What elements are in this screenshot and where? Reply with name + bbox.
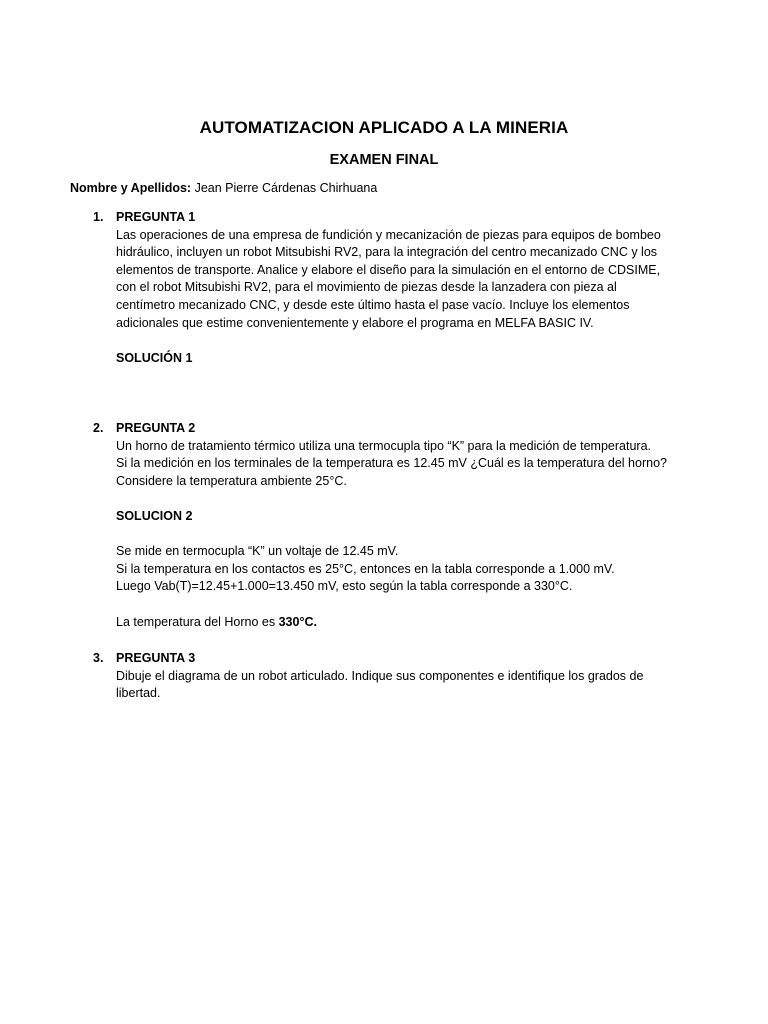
question-text-line: libertad.: [116, 686, 161, 701]
question-text-line: con el robot Mitsubishi RV2, para el movimiento de piezas desde la lanzadera con pieza al: [116, 280, 617, 295]
name-label: Nombre y Apellidos:: [70, 181, 192, 195]
solution-heading: SOLUCIÓN 1: [116, 350, 193, 365]
solution-result-line: [116, 614, 706, 632]
name-value: Jean Pierre Cárdenas Chirhuana: [194, 181, 378, 195]
solution-text-line: Si la temperatura en los contactos es 25°C, entonces en la tabla corresponde a 1.000 mV.: [116, 561, 615, 576]
question-text-line: Si la medición en los terminales de la temperatura es 12.45 mV ¿Cuál es la temperatura del horno?: [116, 456, 667, 471]
question-heading: PREGUNTA 2: [116, 421, 196, 435]
question-text-line: adicionales que estime convenientemente y elabore el programa en MELFA BASIC IV.: [116, 315, 594, 330]
question-body: [116, 209, 706, 367]
solution-text-line: Se mide en termocupla “K” un voltaje de 12.45 mV.: [116, 544, 399, 559]
question-heading: PREGUNTA 3: [116, 651, 196, 665]
question-text-line: elementos de transporte. Analice y elabore el diseño para la simulación en el entorno de CDSIME,: [116, 262, 661, 277]
question-body: [116, 650, 706, 703]
student-name-line: [70, 181, 377, 195]
question-text-line: hidráulico, incluyen un robot Mitsubishi RV2, para la integración del centro mecanizado CNC y los: [116, 245, 658, 260]
document-subtitle: EXAMEN FINAL: [329, 152, 439, 168]
result-prefix: La temperatura del Horno es: [116, 614, 279, 629]
question-body: [116, 420, 706, 631]
solution-heading: SOLUCION 2: [116, 508, 193, 523]
question-number: 1.: [93, 210, 104, 224]
document-title: AUTOMATIZACION APLICADO A LA MINERIA: [199, 118, 569, 137]
question-text-line: Dibuje el diagrama de un robot articulado. Indique sus componentes e identifique los grados de: [116, 668, 644, 683]
question-text-line: Considere la temperatura ambiente 25°C.: [116, 473, 347, 488]
question-heading: PREGUNTA 1: [116, 210, 196, 224]
question-text-line: centímetro mecanizado CNC, y desde este último hasta el pase vacío. Incluye los elementos: [116, 297, 630, 312]
question-number: 3.: [93, 651, 104, 665]
result-value: 330°C.: [278, 614, 317, 629]
question-text-line: Las operaciones de una empresa de fundición y mecanización de piezas para equipos de bombeo: [116, 227, 661, 242]
question-text-line: Un horno de tratamiento térmico utiliza una termocupla tipo “K” para la medición de temperatura.: [116, 438, 651, 453]
question-number: 2.: [93, 421, 104, 435]
solution-text-line: Luego Vab(T)=12.45+1.000=13.450 mV, esto según la tabla corresponde a 330°C.: [116, 579, 573, 594]
